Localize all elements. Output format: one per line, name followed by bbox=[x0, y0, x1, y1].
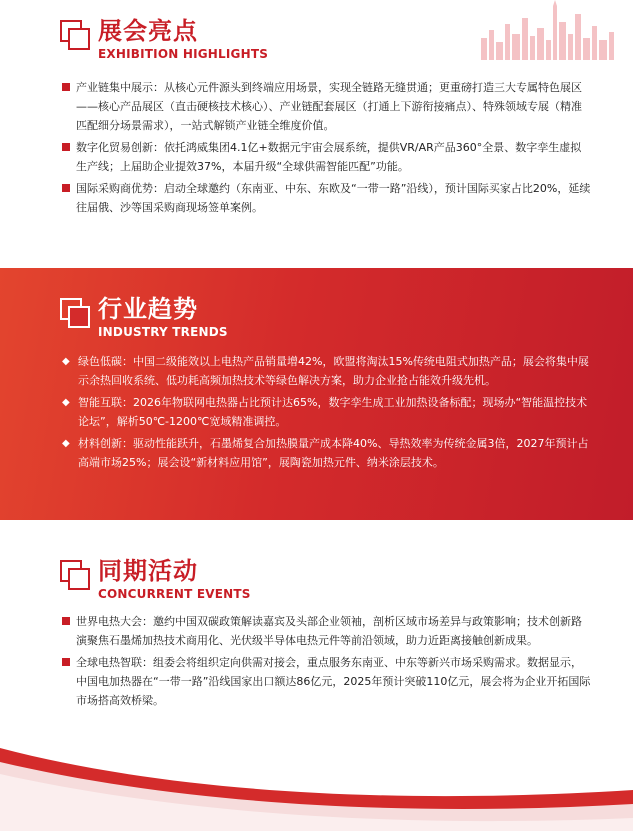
bottom-wave-decoration bbox=[0, 740, 633, 831]
events-title: 同期活动 bbox=[98, 557, 198, 585]
list-item: ◆ 智能互联：2026年物联网电热器占比预计达65%，数字孪生成工业加热设备标配；现场办“智能温控技术论坛”，解析50℃-1200℃宽域精准调控。 bbox=[62, 393, 592, 431]
list-item: 数字化贸易创新：依托鸿威集团4.1亿+数据元宇宙会展系统，提供VR/AR产品360°全景、数字孪生虚拟生产线；上届助企业提效37%，本届升级“全球供需智能匹配”功能。 bbox=[62, 138, 592, 176]
highlights-heading bbox=[60, 18, 268, 62]
highlights-section bbox=[0, 0, 633, 268]
squares-icon bbox=[60, 20, 90, 50]
list-item: 产业链集中展示：从核心元件源头到终端应用场景，实现全链路无缝贯通；更重磅打造三大专属特色展区——核心产品展区（直击硬核技术核心）、产业链配套展区（打通上下游衔接痛点）、特殊领域专展（精准匹配细分场景需求），一站式解锁产业链全维度价值。 bbox=[62, 78, 592, 135]
highlights-list bbox=[62, 78, 592, 220]
trends-subtitle: INDUSTRY TRENDS bbox=[98, 325, 228, 339]
highlights-subtitle: EXHIBITION HIGHLIGHTS bbox=[98, 47, 269, 61]
list-item: ◆ 绿色低碳：中国二级能效以上电热产品销量增42%，欧盟将淘汰15%传统电阻式加热产品；展会将集中展示余热回收系统、低功耗高频加热技术等绿色解决方案，助力企业抢占能效升级先机。 bbox=[62, 352, 592, 390]
squares-icon bbox=[60, 560, 90, 590]
squares-icon bbox=[60, 298, 90, 328]
trends-section bbox=[0, 268, 633, 520]
trends-heading bbox=[60, 296, 228, 340]
highlights-title: 展会亮点 bbox=[98, 17, 198, 45]
events-list bbox=[62, 612, 592, 713]
list-item: ◆ 材料创新：驱动性能跃升，石墨烯复合加热膜量产成本降40%、导热效率为传统金属3倍，2027年预计占高端市场25%；展会设“新材料应用馆”，展陶瓷加热元件、纳米涂层技术。 bbox=[62, 434, 592, 472]
list-item: 世界电热大会：邀约中国双碳政策解读嘉宾及头部企业领袖，剖析区域市场差异与政策影响；技术创新路演聚焦石墨烯加热技术商用化、光伏级半导体电热元件等前沿领域，助力近距离接触创新成果。 bbox=[62, 612, 592, 650]
events-heading bbox=[60, 558, 251, 602]
trends-title: 行业趋势 bbox=[98, 295, 198, 323]
list-item: 全球电热智联：组委会将组织定向供需对接会，重点服务东南亚、中东等新兴市场采购需求。数据显示，中国电加热器在“一带一路”沿线国家出口额达86亿元，2025年预计突破110亿元，展会将为企业开拓国际市场搭高效桥梁。 bbox=[62, 653, 592, 710]
city-skyline-graphic bbox=[471, 0, 621, 60]
events-subtitle: CONCURRENT EVENTS bbox=[98, 587, 251, 601]
trends-list bbox=[62, 352, 592, 475]
list-item: 国际采购商优势：启动全球邀约（东南亚、中东、东欧及“一带一路”沿线），预计国际买家占比20%，延续往届俄、沙等国采购商现场签单案例。 bbox=[62, 179, 592, 217]
